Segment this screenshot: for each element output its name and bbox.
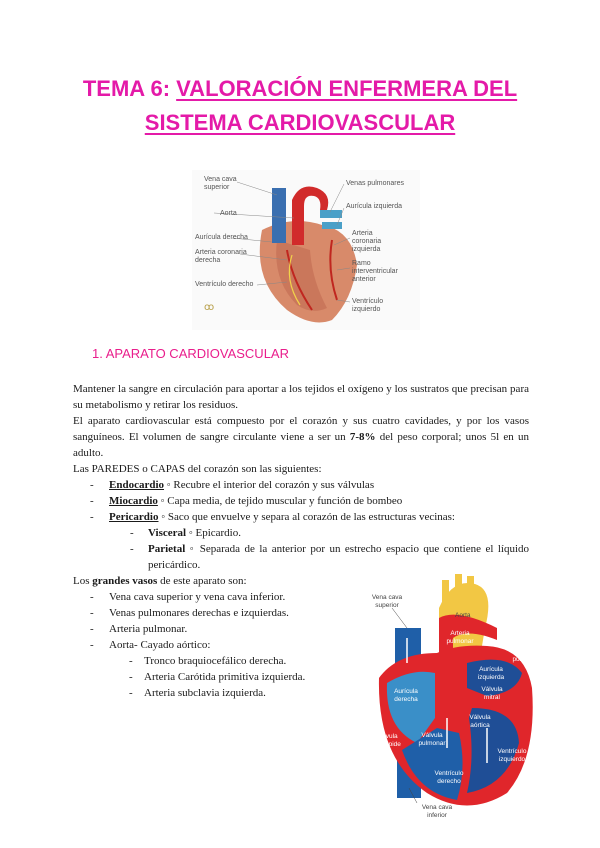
label-vena-cava-superior: Vena cava superior [204, 176, 237, 191]
heart-section-figure [357, 568, 547, 823]
label-arteria-pulmonar: Arteria pulmonar [446, 630, 474, 645]
list-item-pericardio-part: - Parietal ◦ Separada de la anterior por un estrecho espacio que contiene el líquido pericárdico. [130, 543, 529, 571]
label-vena-cava-inferior: Vena cava inferior [421, 804, 453, 819]
label-valvula-aortica: Válvula aórtica [469, 714, 491, 729]
label-ventriculo-derecho: Ventrículo derecho [195, 281, 254, 288]
label-valvula-pulmonar: Válvula pulmonar [418, 732, 446, 747]
label-vena-pulmonar: Vena pulmonar [512, 648, 540, 663]
label-aorta: Aorta [220, 210, 237, 217]
label-auricula-derecha-section: Aurícula derecha [394, 688, 418, 703]
section-heading: 1. APARATO CARDIOVASCULAR [92, 346, 289, 361]
label-auricula-derecha: Aurícula derecha [195, 234, 248, 241]
label-arteria-coronaria-derecha: Arteria coronaria derecha [195, 249, 247, 264]
list-item-layer: - Pericardio ◦ Saco que envuelve y separa al corazón de las estructuras vecinas: [90, 511, 455, 523]
title-line1: VALORACIÓN ENFERMERA DEL [176, 76, 518, 101]
label-ventriculo-derecho-section: Ventrículo derecho [434, 770, 464, 785]
label-arteria-coronaria-izquierda: Arteria coronaria izquierda [352, 230, 382, 253]
label-venas-pulmonares: Venas pulmonares [346, 180, 404, 187]
list-item-vessel: - Vena cava superior y vena cava inferior. [90, 591, 286, 603]
label-valvula-tricuspide: Válvula tricúspide [373, 733, 401, 748]
svg-text:ꝏ: ꝏ [204, 302, 215, 313]
label-ramo-interventricular: Ramo interventricular anterior [352, 260, 398, 283]
label-aorta-section: Aorta [455, 612, 471, 619]
list-item-pericardio-part: - Visceral ◦ Epicardio. [130, 527, 241, 539]
paragraph-purpose: Mantener la sangre en circulación para aportar a los tejidos el oxígeno y los sustratos que precisan para su metabolismo y retirar los residuos. [73, 383, 529, 411]
list-item-layer: - Miocardio ◦ Capa media, de tejido muscular y función de bombeo [90, 495, 403, 507]
paragraph-composition: El aparato cardiovascular está compuesto por el corazón y sus cuatro cavidades, y por los vasos sanguíneos. El volumen de sangre circulante viene a ser un 7-8% del peso corporal; unos 5l en un adulto. [73, 415, 529, 459]
paragraph-vessels-intro: Los grandes vasos de este aparato son: [73, 575, 247, 587]
list-item-layer: - Endocardio ◦ Recubre el interior del corazón y sus válvulas [90, 479, 375, 491]
label-auricula-izquierda-section: Aurícula izquierda [477, 666, 505, 681]
title-line2: SISTEMA CARDIOVASCULAR [144, 110, 456, 135]
list-item-vessel: - Arteria pulmonar. [90, 623, 188, 635]
list-item-aorta-branch: - Arteria subclavia izquierda. [129, 687, 266, 699]
list-item-aorta-branch: - Tronco braquiocefálico derecha. [129, 655, 287, 667]
paragraph-layers-intro: Las PAREDES o CAPAS del corazón son las siguientes: [73, 463, 322, 475]
list-item-aorta-branch: - Arteria Carótida primitiva izquierda. [129, 671, 306, 683]
title-prefix: TEMA 6: [82, 76, 177, 101]
list-item-vessel: - Aorta- Cayado aórtico: [90, 639, 211, 651]
label-vena-cava-superior-section: Vena cava superior [371, 594, 403, 609]
label-valvula-mitral: Válvula mitral [481, 686, 503, 701]
heart-external-figure [192, 170, 420, 330]
list-item-vessel: - Venas pulmonares derechas e izquierdas. [90, 607, 289, 619]
label-auricula-izquierda: Aurícula izquierda [346, 203, 403, 210]
label-ventriculo-izquierdo-section: Ventrículo izquierdo [497, 748, 527, 763]
label-ventriculo-izquierdo: Ventrículo izquierdo [352, 298, 384, 313]
document-title [0, 72, 600, 140]
